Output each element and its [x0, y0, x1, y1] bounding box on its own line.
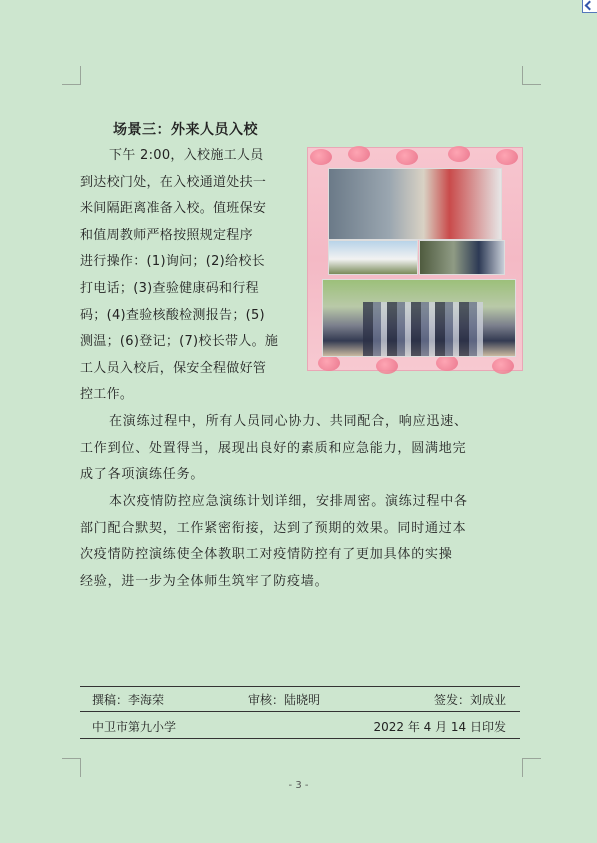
flower-decoration	[376, 358, 398, 374]
issue-date: 2022 年 4 月 14 日印发	[373, 720, 506, 734]
flower-decoration	[492, 358, 514, 374]
margin-corner-mark	[522, 758, 541, 777]
text-line: 到达校门处，在入校通道处扶一	[80, 174, 267, 190]
text-line: 测温；(6)登记；(7)校长带人。施	[80, 334, 279, 350]
text-line: 打电话；(3)查验健康码和行程	[80, 280, 259, 296]
paragraph-1	[80, 143, 302, 409]
text-line: 成了各项演练任务。	[80, 467, 205, 483]
reviewer-credit: 审核：陆晓明	[248, 693, 321, 707]
text-line: 下午 2:00，入校施工人员	[109, 148, 264, 163]
margin-corner-mark	[522, 66, 541, 85]
flower-decoration	[348, 146, 370, 162]
text-line: 工人员入校后，保安全程做好管	[80, 360, 267, 376]
page-corner-marker-icon[interactable]	[582, 0, 597, 13]
text-line: 部门配合默契，工作紧密衔接，达到了预期的效果。同时通过本	[80, 520, 467, 536]
flower-decoration	[448, 146, 470, 162]
flower-decoration	[310, 149, 332, 165]
author-credit: 撰稿：李海荣	[92, 693, 165, 707]
text-line: 次疫情防控演练使全体教职工对疫情防控有了更加具体的实操	[80, 547, 453, 563]
photo-group-entry	[322, 279, 516, 357]
photo-checkpoint	[328, 168, 502, 240]
flower-decoration	[318, 355, 340, 371]
footer-divider	[80, 686, 520, 687]
photo-vehicle	[328, 240, 418, 275]
flower-decoration	[496, 149, 518, 165]
text-line: 控工作。	[80, 387, 134, 403]
photo-gate-desk	[419, 240, 505, 275]
text-line: 工作到位、处置得当，展现出良好的素质和应急能力，圆满地完	[80, 440, 467, 456]
text-line: 进行操作：(1)询问；(2)给校长	[80, 254, 265, 270]
text-line: 本次疫情防控应急演练计划详细，安排周密。演练过程中各	[109, 494, 468, 509]
section-heading: 场景三：外来人员入校	[113, 122, 258, 138]
text-line: 经验，进一步为全体师生筑牢了防疫墙。	[80, 573, 329, 589]
margin-corner-mark	[62, 66, 81, 85]
flower-decoration	[436, 355, 458, 371]
issuer-credit: 签发：刘成业	[433, 693, 506, 707]
footer-divider	[80, 738, 520, 739]
text-line: 米间隔距离准备入校。值班保安	[80, 201, 267, 217]
page-number: - 3 -	[288, 780, 309, 791]
text-line: 在演练过程中，所有人员同心协力、共同配合，响应迅速、	[109, 414, 468, 429]
paragraph-3	[80, 489, 524, 595]
school-name: 中卫市第九小学	[92, 720, 177, 734]
text-line: 码；(4)查验核酸检测报告；(5)	[80, 307, 265, 323]
flower-decoration	[396, 149, 418, 165]
footer-divider	[80, 711, 520, 712]
text-line: 和值周教师严格按照规定程序	[80, 227, 253, 243]
photo-collage	[307, 147, 523, 371]
margin-corner-mark	[62, 758, 81, 777]
paragraph-2	[80, 409, 524, 489]
